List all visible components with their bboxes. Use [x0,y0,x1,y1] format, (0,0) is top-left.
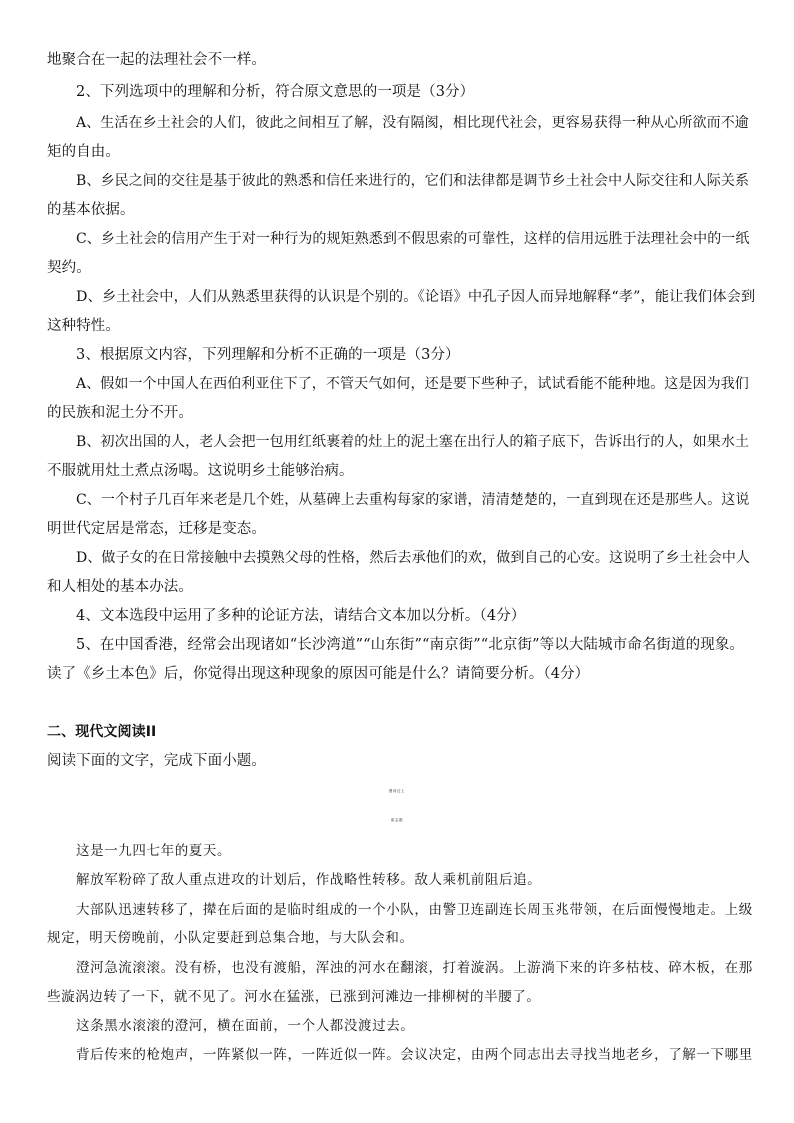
text-line: 的民族和泥土分不开。 [47,405,193,421]
option-3b: B、初次出国的人，老人会把一包用红纸裹着的灶上的泥土塞在出行人的箱子底下，告诉出行的人，如果水土 [76,434,750,450]
text-line: 这种特性。 [47,318,120,334]
text-line: 的基本依据。 [47,202,135,218]
option-2d: D、乡土社会中，人们从熟悉里获得的认识是个别的。《论语》中孔子因人而异地解释“孝”，能让我们体会到 [76,289,756,305]
option-2a: A、生活在乡土社会的人们，彼此之间相互了解，没有隔阂，相比现代社会，更容易获得一种从心所欲而不逾 [76,115,749,131]
story-line: 规定，明天傍晚前，小队定要赶到总集合地，与大队会和。 [47,930,414,946]
question-5: 5、在中国香港，经常会出现诸如“长沙湾道”“山东街”“南京街”“北京街”等以大陆城市命名街道的现象。 [76,637,745,653]
story-line: 这是一九四七年的夏天。 [76,843,232,859]
story-line: 这条黑水滚滚的澄河，横在面前，一个人都没渡过去。 [76,1018,415,1034]
question-3: 3、根据原文内容，下列理解和分析不正确的一项是（3分） [76,347,460,363]
story-title: 澄河边上 [388,789,406,793]
story-line: 些漩涡边转了一下，就不见了。河水在猛涨，已涨到河滩边一排柳树的半腰了。 [47,989,541,1005]
text-line: 契约。 [47,260,91,276]
story-author: 茹志鹃 [390,818,404,822]
option-3c: C、一个村子几百年来老是几个姓，从墓碑上去重构每家的家谱，清清楚楚的，一直到现在还是那些人。这说 [76,492,750,508]
text-line: 和人相处的基本办法。 [47,579,193,595]
option-3a: A、假如一个中国人在西伯利亚住下了，不管天气如何，还是要下些种子，试试看能不能种地。这是因为我们 [76,376,749,392]
option-2b: B、乡民之间的交往是基于彼此的熟悉和信任来进行的，它们和法律都是调节乡土社会中人际交往和人际关系 [76,173,750,189]
instruction-text: 阅读下面的文字，完成下面小题。 [47,753,266,769]
section-heading: 二、现代文阅读II [47,724,157,740]
option-2c: C、乡土社会的信用产生于对一种行为的规矩熟悉到不假思索的可靠性，这样的信用远胜于法理社会中的一纸 [76,231,750,247]
option-3d: D、做子女的在日常接触中去摸熟父母的性格，然后去承他们的欢，做到自己的心安。这说明了乡土社会中人 [76,550,751,566]
text-line: 地聚合在一起的法理社会不一样。 [47,52,266,68]
question-4: 4、文本选段中运用了多种的论证方法，请结合文本加以分析。（4分） [76,608,526,624]
text-line: 矩的自由。 [47,144,120,160]
story-line: 澄河急流滚滚。没有桥，也没有渡船，浑浊的河水在翻滚，打着漩涡。上游淌下来的许多枯枝、碎木板，在那 [76,960,753,976]
text-line: 不服就用灶土煮点汤喝。这说明乡土能够治病。 [47,463,354,479]
story-line: 解放军粉碎了敌人重点进攻的计划后，作战略性转移。敌人乘机前阻后追。 [76,872,542,888]
question-2: 2、下列选项中的理解和分析，符合原文意思的一项是（3分） [76,84,475,100]
story-line: 背后传来的枪炮声，一阵紧似一阵，一阵近似一阵。会议决定，由两个同志出去寻找当地老乡，了解一下哪里 [76,1047,753,1063]
text-line: 读了《乡土本色》后，你觉得出现这种现象的原因可能是什么？请简要分析。（4分） [47,666,590,682]
story-line: 大部队迅速转移了，撵在后面的是临时组成的一个小队，由警卫连副连长周玉兆带领，在后面慢慢地走。上级 [76,902,753,918]
text-line: 明世代定居是常态，迁移是变态。 [47,521,266,537]
